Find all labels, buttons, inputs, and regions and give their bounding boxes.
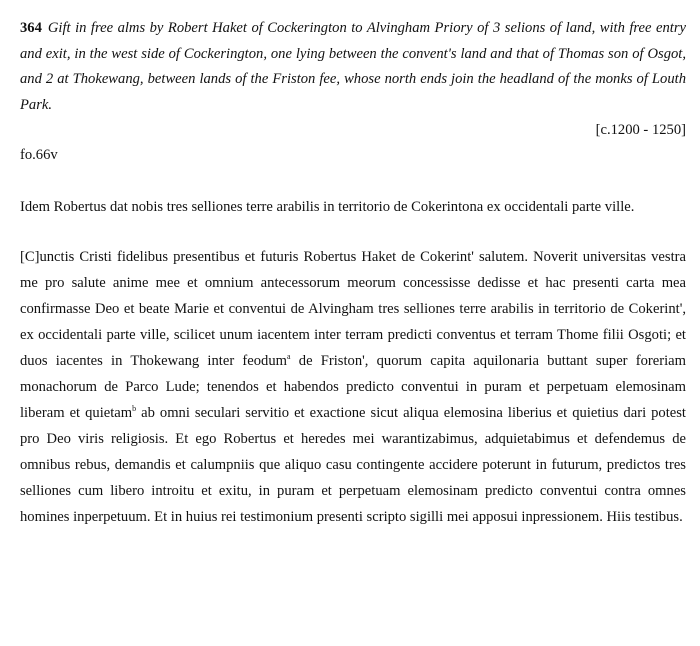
entry-heading <box>20 16 686 118</box>
charter-text-part-3: ab omni seculari servitio et exactione sicut aliqua elemosina liberius et quietius dari potest pro Deo viris religiosis. Et ego Robertus et heredes mei warantizabimus, adquietabimus et defendemus de omnibus rebus, demandis et calumpniis que aliquo casu contingente accidere poterunt in futurum, predictos tres selliones cum libero introitu et exitu, in puram et perpetuam elemosinam predicto conventui contra omnes homines inperpetuum. Et in huius rei testimonium presenti scripto sigilli mei apposui inpressionem. Hiis testibus. <box>20 405 686 525</box>
spacer <box>20 168 686 194</box>
document-page <box>20 16 686 530</box>
charter-text-part-2: de Friston', quorum capita aquilonaria buttant super foreriam monachorum de Parco Lude; tenendos et habendos predicto conventui in puram et perpetuam elemosinam liberam et quietam <box>20 353 686 421</box>
entry-number: 364 <box>20 20 42 36</box>
folio-reference: fo.66v <box>20 147 58 163</box>
footnote-marker-b: b <box>132 404 137 414</box>
charter-text-part-1: [C]unctis Cristi fidelibus presentibus et futuris Robertus Haket de Cokerint' salutem. Noverit universitas vestra me pro salute anime mee et omnium antecessorum meorum concessisse dedisse et hac presenti carta mea confirmasse Deo et beate Marie et conventui de Alvingham tres selliones terre arabilis in territorio de Cokerint', ex occidentali parte ville, scilicet unum iacentem inter terram predicti conventus et terram Thome filii Osgoti; et duos iacentes in Thokewang inter feodum <box>20 249 686 369</box>
summary-paragraph: Idem Robertus dat nobis tres selliones terre arabilis in territorio de Cokerintona ex occidentali parte ville. <box>20 199 635 215</box>
entry-date: [c.1200 - 1250] <box>595 122 686 138</box>
charter-paragraph <box>20 244 686 530</box>
footnote-marker-a: a <box>286 352 291 362</box>
entry-heading-text: Gift in free alms by Robert Haket of Cockerington to Alvingham Priory of 3 selions of land, with free entry and exit, in the west side of Cockerington, one lying between the convent's land and that of Thomas son of Osgot, and 2 at Thokewang, between lands of the Friston fee, whose north ends join the headland of the monks of Louth Park. <box>20 20 686 113</box>
spacer <box>20 220 686 244</box>
